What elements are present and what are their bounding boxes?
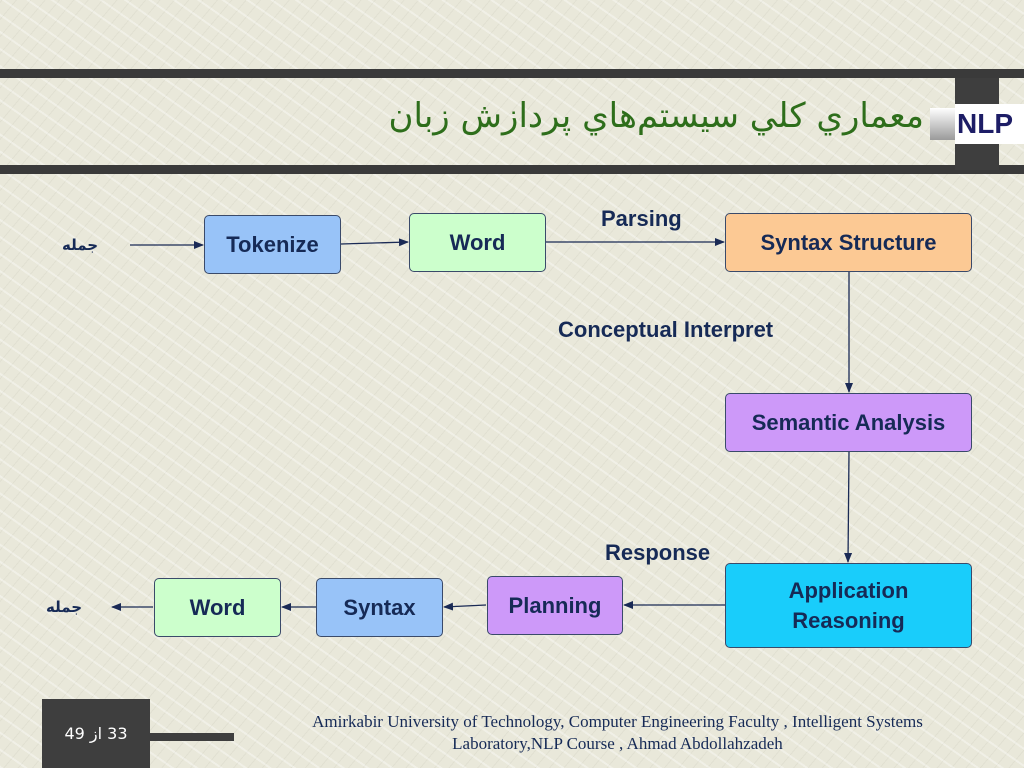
semantic-analysis-node: Semantic Analysis [725, 393, 972, 452]
planning-node: Planning [487, 576, 623, 635]
tokenize-node: Tokenize [204, 215, 341, 274]
word-node-top: Word [409, 213, 546, 272]
footer-text [245, 711, 990, 755]
word-node-bottom: Word [154, 578, 281, 637]
syntax-structure-node: Syntax Structure [725, 213, 972, 272]
footer-line-2: Laboratory,NLP Course , Ahmad Abdollahzadeh [452, 734, 783, 753]
arrow-planning-to-syntax [444, 605, 486, 607]
input-sentence-label: جمله [62, 236, 99, 254]
footer-line-1: Amirkabir University of Technology, Computer Engineering Faculty , Intelligent Systems [312, 712, 923, 731]
nlp-logo: NLP [955, 104, 1024, 144]
page-number: 33 از 49 [64, 724, 128, 743]
parsing-label: Parsing [601, 206, 682, 231]
arrow-semantic-to-application [848, 452, 849, 562]
slide-title: معماري كلي سيستم‌هاي پردازش زبان [388, 96, 924, 136]
syntax-node: Syntax [316, 578, 443, 637]
application-reasoning-node: Application Reasoning [725, 563, 972, 648]
response-label: Response [605, 540, 711, 565]
footer-bar [150, 733, 234, 741]
conceptual-interpret-label: Conceptual Interpret [558, 317, 774, 342]
output-sentence-label: جمله [46, 598, 83, 616]
arrow-tokenize-to-word [341, 242, 408, 244]
